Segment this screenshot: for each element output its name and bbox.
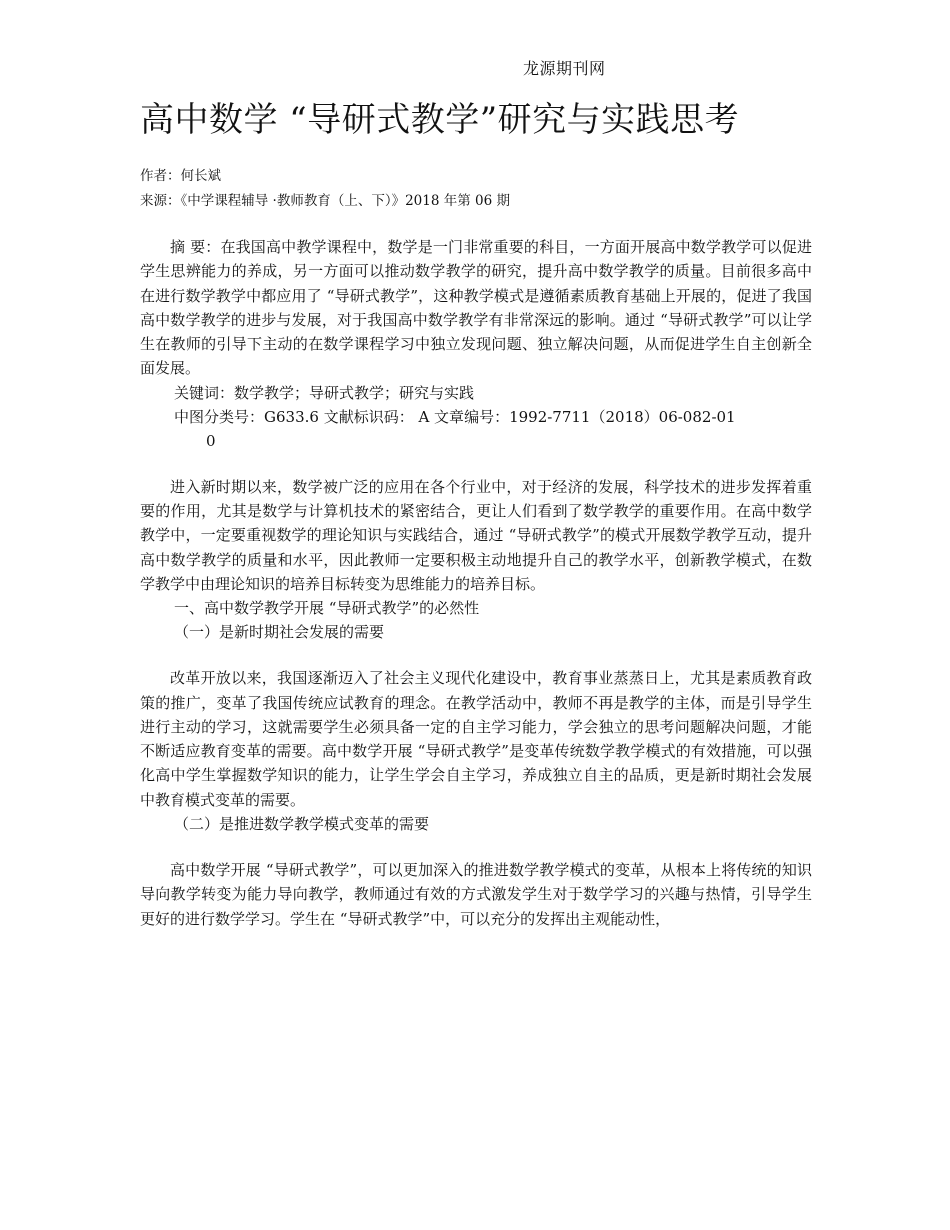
keywords-line: 关键词：数学教学；导研式教学；研究与实践 xyxy=(174,383,475,402)
subsection-2-paragraph: 高中数学开展 “导研式教学”，可以更加深入的推进数学教学模式的变革，从根本上将传统的知识导向教学转变为能力导向教学，教师通过有效的方式激发学生对于数学学习的兴趣与热情，引导学生更好的进行数学学习。学生在 “导研式教学”中，可以充分的发挥出主观能动性， xyxy=(140,861,812,928)
site-name: 龙源期刊网 xyxy=(523,59,606,78)
classification-line: 中图分类号：G633.6 文献标识码： A 文章编号：1992-7711（2018）06-082-01 xyxy=(174,407,736,426)
author-line: 作者：何长斌 xyxy=(140,168,221,184)
intro-paragraph: 进入新时期以来，数学被广泛的应用在各个行业中，对于经济的发展，科学技术的进步发挥着重要的作用，尤其是数学与计算机技术的紧密结合，更让人们看到了数学教学的重要作用。在高中数学教学中，一定要重视数学的理论知识与实践结合，通过 “导研式教学”的模式开展数学教学互动，提升高中数学教学的质量和水平，因此教师一定要积极主动地提升自己的教学水平，创新教学模式，在数学教学中由理论知识的培养目标转变为思维能力的培养目标。 xyxy=(140,477,812,593)
subsection-heading-2: （二）是推进数学教学模式变革的需要 xyxy=(174,815,430,834)
subsection-1-paragraph: 改革开放以来，我国逐渐迈入了社会主义现代化建设中，教育事业蒸蒸日上，尤其是素质教育政策的推广，变革了我国传统应试教育的理念。在教学活动中，教师不再是教学的主体，而是引导学生进行主动的学习，这就需要学生必须具备一定的自主学习能力，学会独立的思考问题解决问题，才能不断适应教育变革的需要。高中数学开展 “导研式教学”是变革传统数学教学模式的有效措施，可以强化高中学生掌握数学知识的能力，让学生学会自主学习，养成独立自主的品质，更是新时期社会发展中教育模式变革的需要。 xyxy=(140,669,812,809)
source-line: 来源：《中学课程辅导 ·教师教育（上、下）》2018 年第 06 期 xyxy=(140,193,510,209)
abstract-paragraph: 摘 要：在我国高中教学课程中，数学是一门非常重要的科目，一方面开展高中数学教学可以促进学生思辨能力的养成，另一方面可以推动数学教学的研究，提升高中数学教学的质量。目前很多高中在进行数学教学中都应用了 “导研式教学”，这种教学模式是遵循素质教育基础上开展的，促进了我国高中数学教学的进步与发展，对于我国高中数学教学有非常深远的影响。通过 “导研式教学”可以让学生在教师的引导下主动的在数学课程学习中独立发现问题、独立解决问题，从而促进学生自主创新全面发展。 xyxy=(140,238,812,378)
section-heading: 一、高中数学教学开展 “导研式教学”的必然性 xyxy=(174,599,480,618)
subsection-heading-1: （一）是新时期社会发展的需要 xyxy=(174,623,385,642)
classification-continuation: 0 xyxy=(206,431,216,450)
article-title: 高中数学 “导研式教学”研究与实践思考 xyxy=(140,100,740,140)
article-body xyxy=(140,235,812,931)
